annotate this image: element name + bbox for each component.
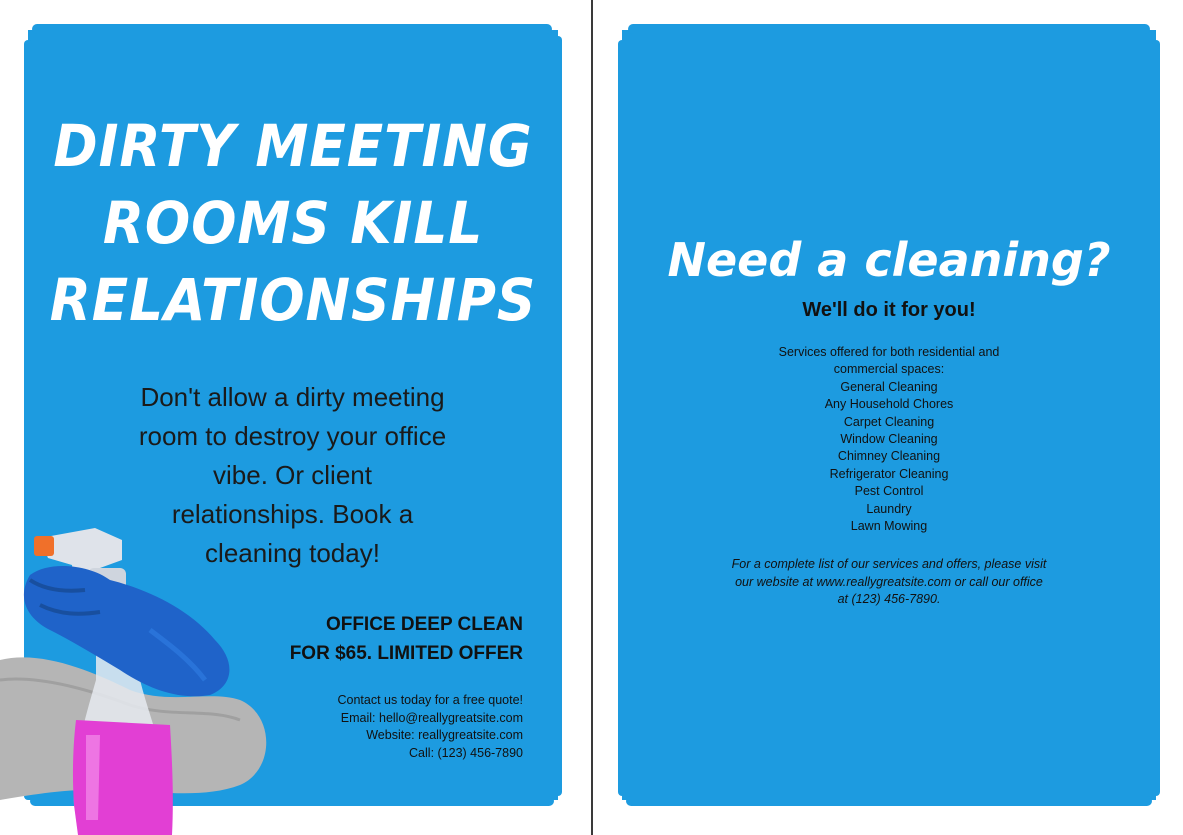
left-flyer-top-edge (32, 24, 552, 34)
right-flyer-bottom-edge (626, 796, 1152, 806)
body-line: room to destroy your office (138, 421, 447, 451)
offer-line: FOR $65. LIMITED OFFER (289, 643, 523, 664)
service-item: Laundry (866, 501, 912, 516)
left-headline-line-3: RELATIONSHIPS (49, 266, 537, 334)
right-subheadline: We'll do it for you! (802, 299, 976, 321)
footer-line: at (123) 456-7890. (837, 592, 941, 606)
footer-line: our website at www.reallygreatsite.com or call our office (735, 574, 1043, 589)
services-intro: commercial spaces: (833, 362, 945, 377)
service-item: Lawn Mowing (850, 519, 928, 534)
left-headline-line-2: ROOMS KILL (102, 189, 484, 257)
left-headline-line-1: DIRTY MEETING (53, 112, 533, 180)
right-flyer-right-edge (1152, 40, 1160, 796)
service-item: General Cleaning (840, 379, 938, 394)
services-list (740, 379, 1038, 536)
left-headline (49, 108, 537, 339)
contact-info (260, 692, 523, 762)
services-section (740, 344, 1038, 535)
body-line: Don't allow a dirty meeting (140, 382, 445, 412)
body-line: relationships. Book a (171, 499, 414, 529)
page-divider (591, 0, 593, 835)
services-intro: Services offered for both residential and (778, 345, 1000, 359)
left-flyer-right-edge (554, 36, 562, 796)
service-item: Refrigerator Cleaning (829, 466, 949, 481)
gloved-hand-spray-bottle-photo (0, 520, 280, 835)
footer-note (700, 556, 1078, 609)
right-headline: Need a cleaning? (667, 233, 1111, 287)
contact-website: Website: reallygreatsite.com (366, 728, 523, 742)
contact-phone: Call: (123) 456-7890 (409, 745, 523, 760)
right-flyer-top-edge (628, 24, 1150, 34)
body-line: cleaning today! (205, 538, 380, 568)
offer-line: OFFICE DEEP CLEAN (325, 614, 523, 635)
service-item: Any Household Chores (824, 397, 954, 412)
service-item: Window Cleaning (840, 432, 938, 447)
service-item: Carpet Cleaning (843, 414, 935, 429)
body-line: vibe. Or client (213, 460, 372, 490)
service-item: Chimney Cleaning (837, 449, 941, 464)
right-flyer-left-edge (618, 40, 626, 796)
contact-email: Email: hello@reallygreatsite.com (340, 710, 523, 725)
contact-line: Contact us today for a free quote! (337, 693, 523, 707)
service-item: Pest Control (854, 484, 924, 499)
footer-line: For a complete list of our services and offers, please visit (731, 557, 1047, 571)
